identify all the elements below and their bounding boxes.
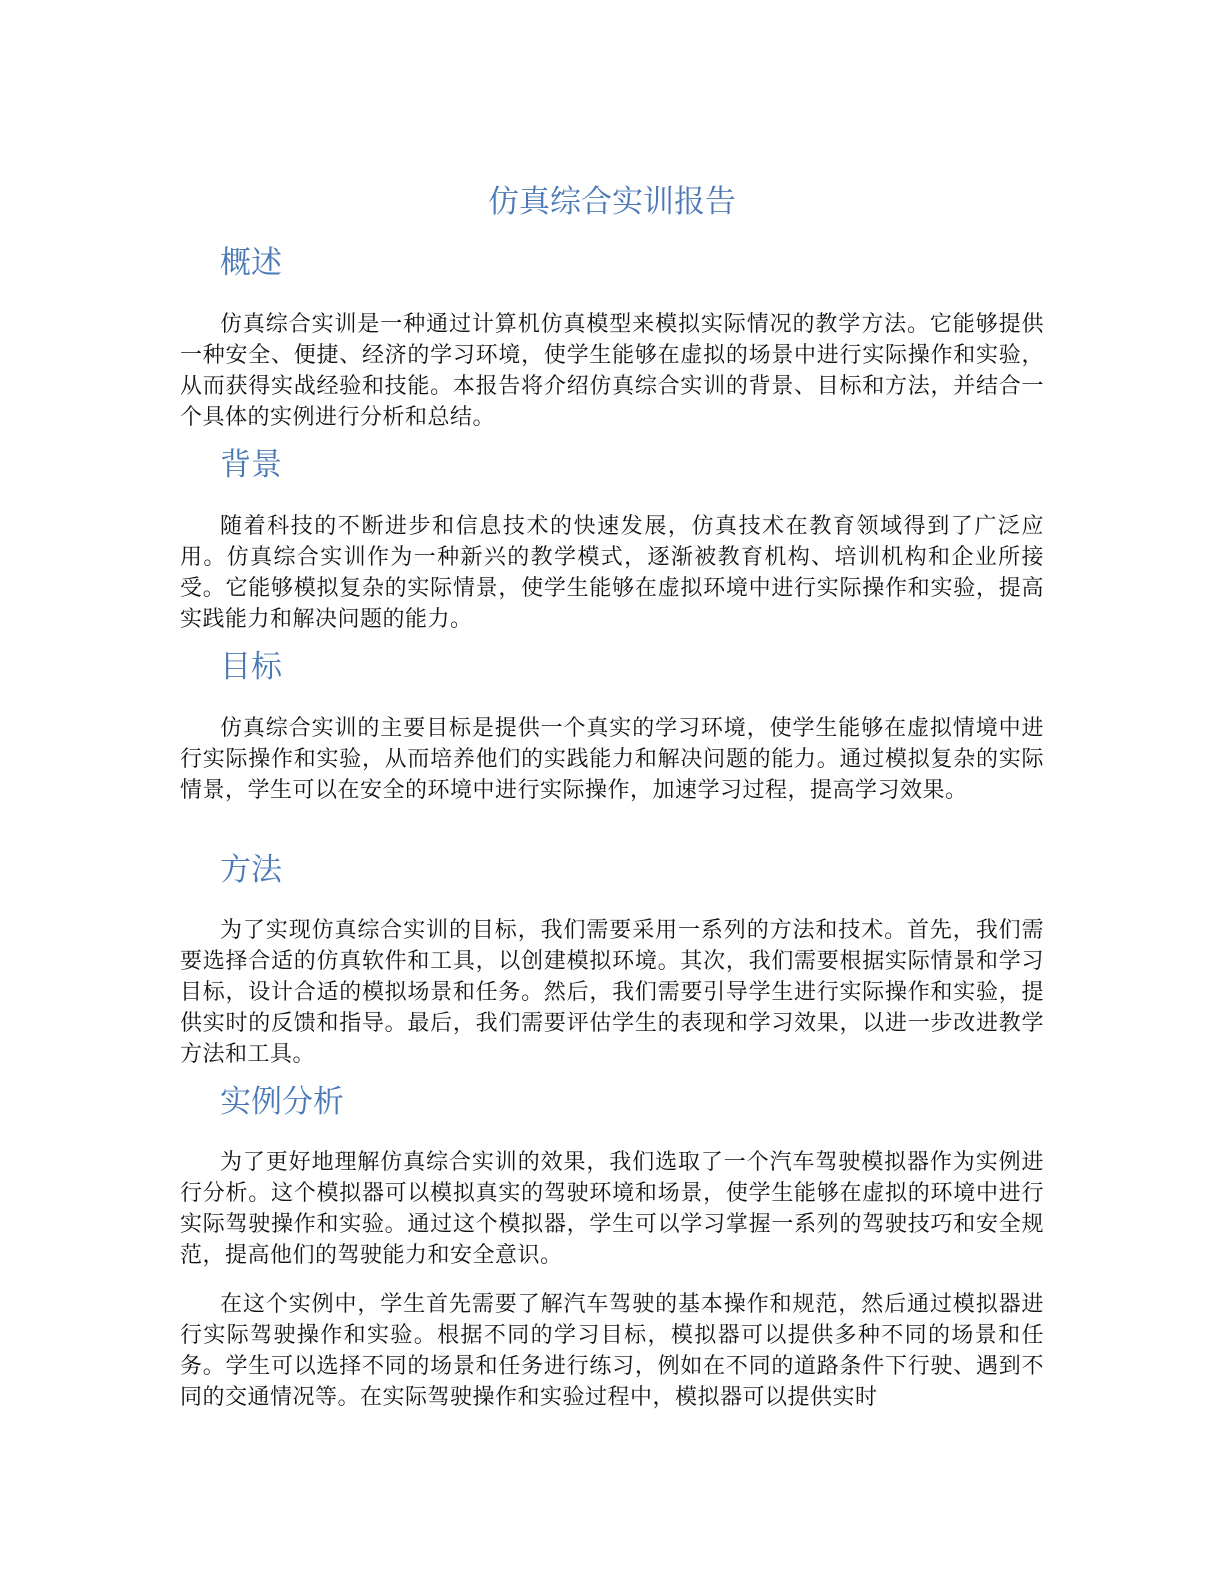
paragraph-case-study-2: 在这个实例中，学生首先需要了解汽车驾驶的基本操作和规范，然后通过模拟器进行实际驾驶操作和实验。根据不同的学习目标，模拟器可以提供多种不同的场景和任务。学生可以选择不同的场景和任务进行练习，例如在不同的道路条件下行驶、遇到不同的交通情况等。在实际驾驶操作和实验过程中，模拟器可以提供实时: [180, 1292, 1044, 1410]
section-heading-methods: 方法: [220, 852, 282, 888]
section-heading-background: 背景: [220, 447, 282, 483]
paragraph-background: 随着科技的不断进步和信息技术的快速发展，仿真技术在教育领域得到了广泛应用。仿真综合实训作为一种新兴的教学模式，逐渐被教育机构、培训机构和企业所接受。它能够模拟复杂的实际情景，使学生能够在虚拟环境中进行实际操作和实验，提高实践能力和解决问题的能力。: [180, 514, 1044, 632]
paragraph-overview: 仿真综合实训是一种通过计算机仿真模型来模拟实际情况的教学方法。它能够提供一种安全、便捷、经济的学习环境，使学生能够在虚拟的场景中进行实际操作和实验，从而获得实战经验和技能。本报告将介绍仿真综合实训的背景、目标和方法，并结合一个具体的实例进行分析和总结。: [180, 312, 1044, 430]
section-heading-overview: 概述: [220, 245, 282, 281]
paragraph-methods: 为了实现仿真综合实训的目标，我们需要采用一系列的方法和技术。首先，我们需要选择合适的仿真软件和工具，以创建模拟环境。其次，我们需要根据实际情景和学习目标，设计合适的模拟场景和任务。然后，我们需要引导学生进行实际操作和实验，提供实时的反馈和指导。最后，我们需要评估学生的表现和学习效果，以进一步改进教学方法和工具。: [180, 918, 1044, 1067]
document-title: 仿真综合实训报告: [488, 184, 736, 220]
paragraph-case-study-1: 为了更好地理解仿真综合实训的效果，我们选取了一个汽车驾驶模拟器作为实例进行分析。这个模拟器可以模拟真实的驾驶环境和场景，使学生能够在虚拟的环境中进行实际驾驶操作和实验。通过这个模拟器，学生可以学习掌握一系列的驾驶技巧和安全规范，提高他们的驾驶能力和安全意识。: [180, 1150, 1044, 1268]
section-heading-goals: 目标: [220, 649, 282, 685]
paragraph-goals: 仿真综合实训的主要目标是提供一个真实的学习环境，使学生能够在虚拟情境中进行实际操作和实验，从而培养他们的实践能力和解决问题的能力。通过模拟复杂的实际情景，学生可以在安全的环境中进行实际操作，加速学习过程，提高学习效果。: [180, 716, 1044, 803]
section-heading-case-study: 实例分析: [220, 1084, 344, 1120]
